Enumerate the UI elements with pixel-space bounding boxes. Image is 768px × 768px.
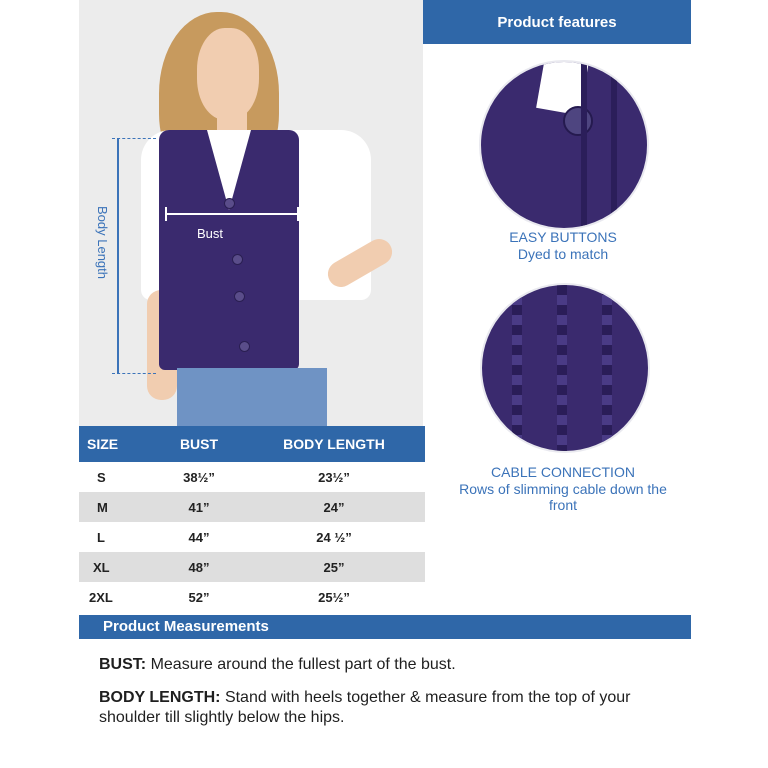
bust-cell: 52”: [188, 589, 210, 605]
bust-term: BUST:: [99, 656, 147, 673]
table-row: [79, 462, 425, 492]
table-row: [79, 492, 425, 522]
body-length-description: Stand with heels together & measure from the top of your shoulder till slightly below the hips.: [99, 689, 631, 726]
easy-buttons-title: EASY BUTTONS: [509, 229, 617, 245]
header-body-length: BODY LENGTH: [283, 436, 385, 452]
size-cell: S: [97, 469, 106, 485]
bust-guide-label: Bust: [197, 226, 224, 241]
size-table-header: [79, 426, 425, 462]
size-cell: M: [97, 499, 108, 515]
body-length-cell: 25”: [323, 559, 345, 575]
bust-cell: 48”: [188, 559, 210, 575]
body-length-guide-line: [117, 138, 119, 374]
body-length-cell: 23½”: [318, 469, 350, 485]
features-header: [423, 0, 691, 44]
features-header-label: Product features: [497, 13, 617, 31]
measurements-header-label: Product Measurements: [103, 618, 269, 635]
bust-cell: 44”: [188, 529, 210, 545]
table-row: [79, 552, 425, 582]
body-length-guide-label: Body Length: [95, 206, 110, 280]
cable-knit-image: [480, 283, 650, 453]
easy-buttons-subtitle: Dyed to match: [517, 246, 609, 262]
size-table: [79, 426, 425, 612]
product-photo: [79, 0, 423, 426]
cable-connection-subtitle: Rows of slimming cable down the front: [459, 481, 667, 513]
cable-connection-title: CABLE CONNECTION: [491, 464, 635, 480]
body-length-instruction: [99, 688, 679, 728]
bust-cell: 38½”: [183, 469, 215, 485]
body-length-cell: 25½”: [318, 589, 350, 605]
header-bust: BUST: [179, 436, 219, 452]
bust-guide-line: [165, 213, 299, 215]
size-cell: 2XL: [89, 589, 113, 605]
body-length-term: BODY LENGTH:: [99, 689, 221, 706]
body-length-cell: 24 ½”: [316, 529, 352, 545]
table-row: [79, 522, 425, 552]
bust-instruction: [99, 655, 699, 675]
easy-buttons-image: [479, 60, 649, 230]
size-cell: L: [97, 529, 105, 545]
measurements-header: [79, 615, 691, 639]
bust-cell: 41”: [188, 499, 210, 515]
header-size: SIZE: [87, 436, 119, 452]
bust-description: Measure around the fullest part of the bust.: [150, 656, 456, 673]
size-cell: XL: [93, 559, 110, 575]
table-row: [79, 582, 425, 612]
body-length-cell: 24”: [323, 499, 345, 515]
